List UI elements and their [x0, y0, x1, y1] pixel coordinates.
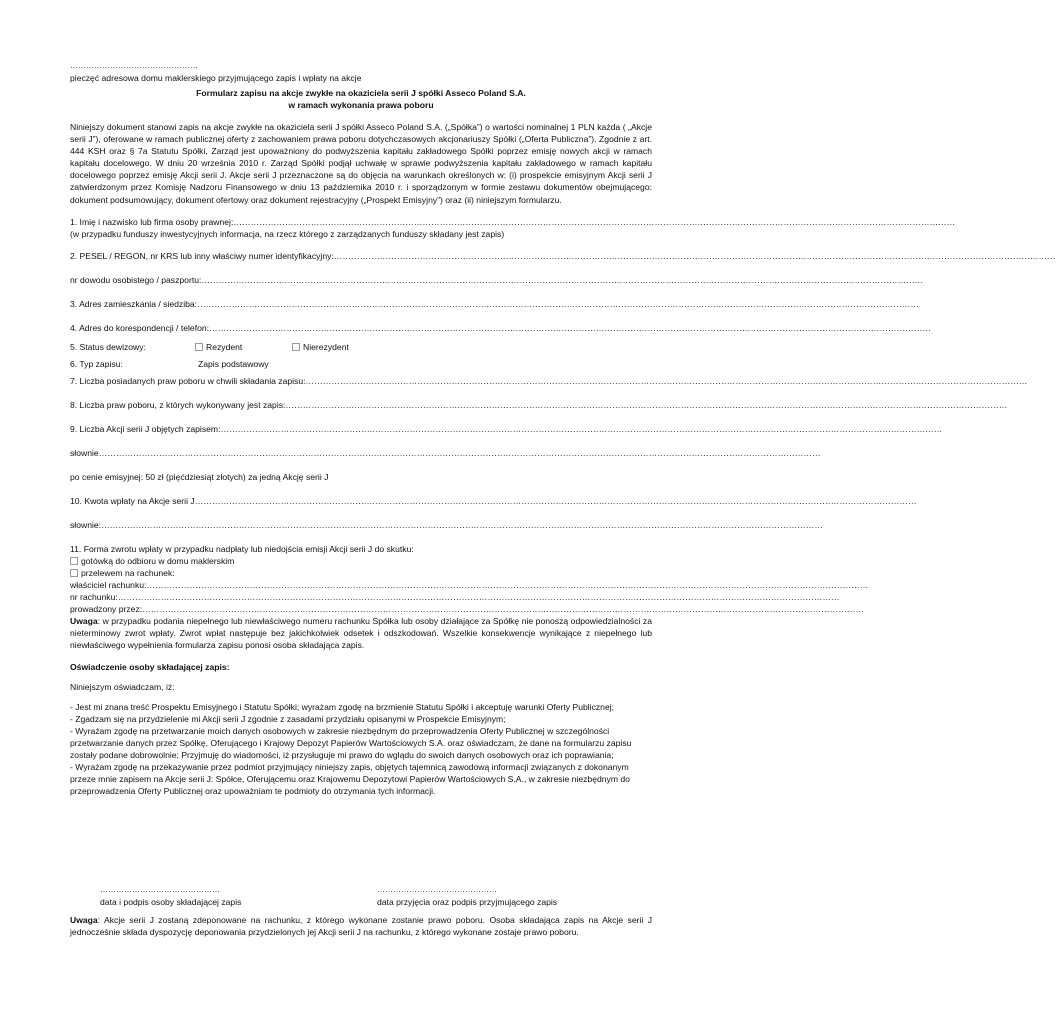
subscription-type-label: 6. Typ zapisu:	[70, 358, 123, 369]
intro-paragraph: Niniejszy dokument stanowi zapis na akcje zwykłe na okaziciela serii J spółki Asseco Poland S.A. („Spółka”) o wartości nominalnej 1 PLN każda ( „Akcje serii J”), oferowane w ramach publicznej oferty z zachowaniem prawa poboru dotychczasowych akcjonariuszy Spółki („Oferta Publiczna”). Zgodnie z art. 444 KSH oraz § 7a Statutu Spółki, Zarząd jest upoważniony do podwyższenia kapitału zakładowego Spółki poprzez emisję nowych akcji w ramach kapitału docelowego. W dniu 20 września 2010 r. Zarząd Spółki podjął uchwałę w sprawie podwyższenia kapitału zakładowego w ramach kapitału docelowego poprzez emisję Akcji serii J. Akcje serii J przeznaczone są do objęcia na warunkach określonych w: (i) prospekcie emisyjnym Akcji serii J zatwierdzonym przez Komisję Nadzoru Finansowego w dniu 13 października 2010 r. i sporządzonym w formie zestawu dokumentów obejmującego: dokument podsumowujący, dokument ofertowy oraz dokument rejestracyjny („Prospekt Emisyjny”) oraz (ii) niniejszym formularzu.	[70, 122, 652, 205]
field-correspondence[interactable]	[70, 322, 931, 334]
field-rights-held-label: 7. Liczba posiadanych praw poboru w chwili składania zapisu:	[70, 375, 306, 386]
declaration-item: - Wyrażam zgodę na przetwarzanie moich danych osobowych w zakresie niezbędnym do przeprowadzenia Oferty Publicznej w szczególności przetwarzanie danych przez Spółkę, Oferującego i Krajowy Depozyt Papierów Wartościowych S.A. oraz oświadczam, że dane na formularzu zapisu zostały podane dobrowolnie; Przyjmuję do wiadomości, iż przysługuje mi prawo do wglądu do swoich danych osobowych oraz ich poprawiania;	[70, 725, 632, 760]
refund-note	[70, 615, 652, 651]
field-payment-amount[interactable]	[70, 495, 917, 507]
field-name-note: (w przypadku funduszy inwestycyjnych informacja, na rzecz którego z zarządzanych funduszy składany jest zapis)	[70, 228, 505, 239]
deposit-note-heading: Uwaga	[70, 915, 98, 925]
field-shares-in-words-label: słownie	[70, 447, 99, 458]
declaration-item: - Zgadzam się na przydzielenie mi Akcji serii J zgodnie z zasadami przydziału opisanymi w Prospekcie Emisyjnym;	[70, 713, 506, 724]
field-correspondence-dots: ………………………………………………………………………………………………………………………………………………………………………………………………………………………………	[209, 322, 931, 333]
signature-broker-dots: ………………………………………	[377, 885, 497, 894]
field-account-owner-label: właściciel rachunku:	[70, 579, 147, 590]
nonresident-label: Nierezydent	[303, 341, 349, 352]
field-account-number-dots: ………………………………………………………………………………………………………………………………………………………………………………………………………………………………	[117, 591, 840, 602]
field-rights-held-dots: ………………………………………………………………………………………………………………………………………………………………………………………………………………………………	[305, 375, 1028, 386]
refund-option-cash[interactable]	[70, 555, 652, 567]
field-shares-subscribed[interactable]	[70, 423, 943, 435]
signature-subscriber-caption: data i podpis osoby składającej zapis	[100, 897, 242, 907]
field-payment-amount-dots: ………………………………………………………………………………………………………………………………………………………………………………………………………………………………	[194, 495, 917, 506]
field-currency-status	[70, 341, 652, 353]
form-title: Formularz zapisu na akcje zwykłe na okaziciela serii J spółki Asseco Poland S.A.	[196, 88, 526, 98]
field-shares-in-words[interactable]	[70, 447, 821, 459]
field-rights-used-dots: ………………………………………………………………………………………………………………………………………………………………………………………………………………………………	[285, 399, 1008, 410]
field-name-dots: ………………………………………………………………………………………………………………………………………………………………………………………………………………………………	[233, 216, 956, 227]
field-address-label: 3. Adres zamieszkania / siedziba:	[70, 298, 198, 309]
resident-checkbox[interactable]	[195, 343, 203, 351]
field-id-document[interactable]	[70, 274, 924, 286]
field-rights-used[interactable]	[70, 399, 1008, 411]
refund-method-label: 11. Forma zwrotu wpłaty w przypadku nadpłaty lub niedojścia emisji Akcji serii J do skutku:	[70, 543, 414, 554]
signature-subscriber-dots: ………………………………………	[100, 885, 220, 894]
field-account-bank[interactable]	[70, 603, 865, 615]
field-account-number-label: nr rachunku:	[70, 591, 118, 602]
option-resident[interactable]	[195, 341, 292, 353]
signature-subscriber[interactable]	[100, 884, 241, 908]
field-rights-used-label: 8. Liczba praw poboru, z których wykonywany jest zapis:	[70, 399, 286, 410]
nonresident-checkbox[interactable]	[292, 343, 300, 351]
field-subscription-type	[70, 358, 652, 370]
field-account-bank-dots: ………………………………………………………………………………………………………………………………………………………………………………………………………………………………	[142, 603, 865, 614]
subscription-form-page	[70, 61, 1056, 797]
issue-price-text: po cenie emisyjnej: 50 zł (pięćdziesiąt złotych) za jedną Akcję serii J	[70, 471, 329, 482]
field-amount-in-words-dots: ………………………………………………………………………………………………………………………………………………………………………………………………………………………………	[101, 519, 823, 530]
field-account-number[interactable]	[70, 591, 840, 603]
subscription-type-value: Zapis podstawowy	[198, 358, 269, 369]
declaration-item: - Wyrażam zgodę na przekazywanie przez podmiot przyjmujący niniejszy zapis, objętych tajemnicą zawodową informacji związanych z dokonanym przeze mnie zapisem na Akcje serii J: Spółce, Oferującemu oraz Krajowemu Depozytowi Papierów Wartościowych S.A., w zakresie niezbędnym do przeprowadzenia Oferty Publicznej oraz upoważniam te podmioty do otrzymania tych informacji.	[70, 761, 630, 796]
field-address[interactable]	[70, 298, 919, 310]
resident-label: Rezydent	[206, 341, 243, 352]
field-account-owner-dots: ………………………………………………………………………………………………………………………………………………………………………………………………………………………………	[146, 579, 869, 590]
field-address-dots: ………………………………………………………………………………………………………………………………………………………………………………………………………………………………	[197, 298, 919, 309]
refund-note-heading: Uwaga	[70, 615, 98, 626]
field-id-document-dots: ………………………………………………………………………………………………………………………………………………………………………………………………………………………………	[201, 274, 924, 285]
field-shares-subscribed-label: 9. Liczba Akcji serii J objętych zapisem:	[70, 423, 221, 434]
deposit-note	[70, 914, 652, 938]
field-shares-subscribed-dots: ………………………………………………………………………………………………………………………………………………………………………………………………………………………………	[220, 423, 943, 434]
transfer-label: przelewem na rachunek:	[81, 567, 175, 578]
option-nonresident[interactable]	[292, 341, 349, 353]
field-rights-held[interactable]	[70, 375, 1028, 387]
field-id-document-label: nr dowodu osobistego / paszportu:	[70, 274, 202, 285]
field-account-owner[interactable]	[70, 579, 869, 591]
field-pesel-dots: ………………………………………………………………………………………………………………………………………………………………………………………………………………………………	[333, 250, 1056, 261]
transfer-checkbox[interactable]	[70, 569, 78, 577]
refund-note-text: : w przypadku podania niepełnego lub niewłaściwego numeru rachunku Spółka lub osoby działające za Spółkę nie ponoszą odpowiedzialności za nieterminowy zwrot wpłaty. Zwrot wpłat następuje bez jakichkolwiek odsetek i odszkodowań. Wszelkie konsekwencje wynikające z niepełnego lub niewłaściwego wypełnienia formularza zapisu ponosi osoba składająca zapis.	[70, 615, 652, 650]
field-pesel[interactable]	[70, 250, 1056, 262]
field-amount-in-words-label: słownie:	[70, 519, 102, 530]
declaration-list	[70, 701, 652, 797]
declaration-item: - Jest mi znana treść Prospektu Emisyjnego i Statutu Spółki; wyrażam zgodę na brzmienie Statutu Spółki i akceptuję warunki Oferty Publicznej;	[70, 701, 615, 712]
refund-option-transfer[interactable]	[70, 567, 652, 579]
field-amount-in-words[interactable]	[70, 519, 823, 531]
signature-broker-caption: data przyjęcia oraz podpis przyjmującego zapis	[377, 897, 558, 907]
field-account-bank-label: prowadzony przez:	[70, 603, 143, 614]
cash-checkbox[interactable]	[70, 557, 78, 565]
field-name[interactable]	[70, 216, 956, 228]
declaration-heading: Oświadczenie osoby składającej zapis:	[70, 661, 230, 672]
field-shares-in-words-dots: ………………………………………………………………………………………………………………………………………………………………………………………………………………………………	[98, 447, 821, 458]
cash-label: gotówką do odbioru w domu maklerskim	[81, 555, 235, 566]
form-subtitle: w ramach wykonania prawa poboru	[288, 100, 434, 110]
stamp-caption: pieczęć adresowa domu maklerskiego przyjmującego zapis i wpłaty na akcje	[70, 73, 362, 83]
field-payment-amount-label: 10. Kwota wpłaty na Akcje serii J	[70, 495, 195, 506]
declaration-lead: Niniejszym oświadczam, iż:	[70, 681, 175, 692]
currency-status-label: 5. Status dewizowy:	[70, 341, 146, 352]
field-correspondence-label: 4. Adres do korespondencji / telefon:	[70, 322, 210, 333]
deposit-note-text: : Akcje serii J zostaną zdeponowane na rachunku, z którego wykonane zostanie prawo poboru. Osoba składająca zapis na Akcje serii J jednocześnie składa dyspozycję deponowania przydzielonych jej Akcji serii J na rachunku, z którego wykonane zostaje prawo poboru.	[70, 915, 652, 937]
stamp-dotted-line: …………………………………………	[70, 61, 198, 70]
field-pesel-label: 2. PESEL / REGON, nr KRS lub inny właściwy numer identyfikacyjny:	[70, 250, 334, 261]
signature-broker[interactable]	[377, 884, 557, 908]
field-name-label: 1. Imię i nazwisko lub firma osoby prawnej:	[70, 216, 234, 227]
